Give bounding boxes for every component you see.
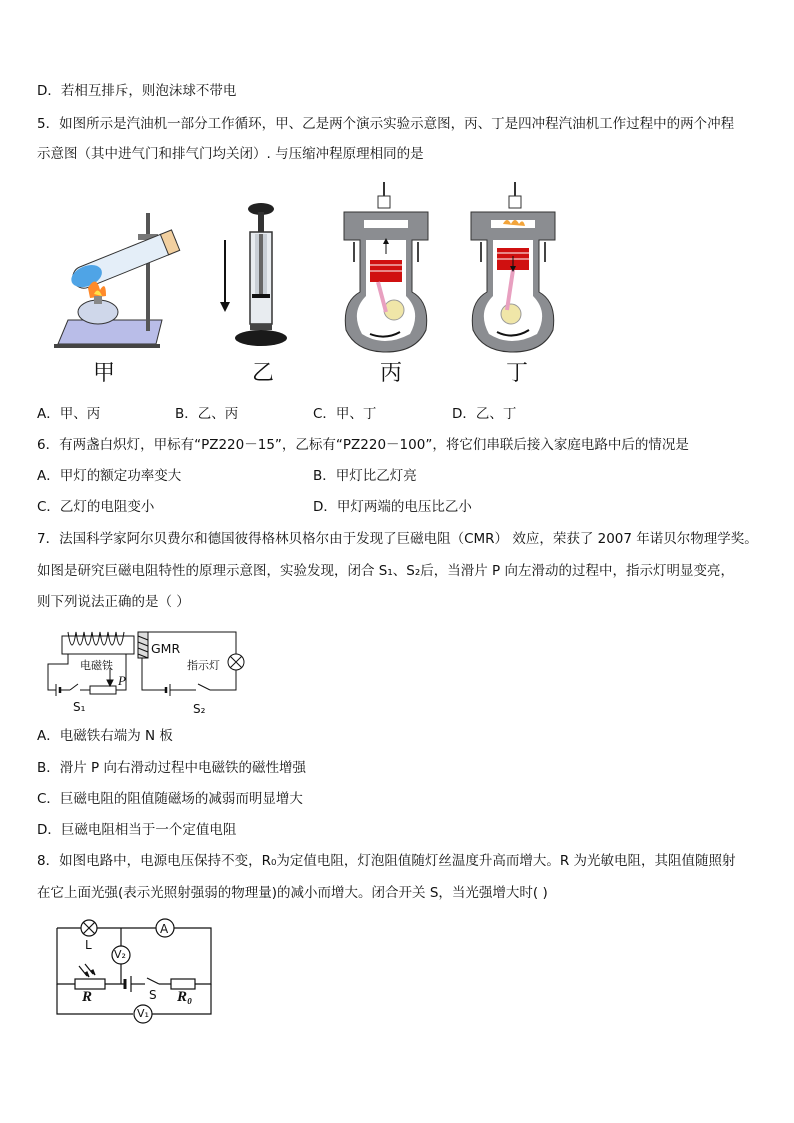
q7-option-b[interactable]: B．滑片 P 向右滑动过程中电磁铁的磁性增强 [37, 760, 306, 776]
caption-bing: 丙 [380, 361, 403, 386]
slider-p-label: P [118, 673, 126, 688]
q7-stem-line2: 如图是研究巨磁电阻特性的原理示意图，实验发现，闭合 S₁、S₂后，当滑片 P 向左滑动的过程中，指示灯明显变亮， [37, 563, 734, 579]
caption-yi: 乙 [252, 361, 275, 386]
q5-stem-line1: 5．如图所示是汽油机一部分工作循环，甲、乙是两个演示实验示意图，丙、丁是四冲程汽油机工作过程中的两个冲程 [37, 116, 735, 132]
q7-option-d[interactable]: D．巨磁电阻相当于一个定值电阻 [37, 822, 237, 838]
figure-yi-pump [215, 200, 285, 352]
q7-stem-line3: 则下列说法正确的是（ ） [37, 594, 190, 610]
caption-ding: 丁 [506, 361, 529, 386]
q7-option-a[interactable]: A．电磁铁右端为 N 板 [37, 728, 173, 744]
q5-option-a[interactable]: A．甲、丙 [37, 406, 101, 422]
figure-jia-heating [50, 208, 185, 353]
switch-s2-label: S₂ [193, 702, 206, 716]
q7-option-c[interactable]: C．巨磁电阻的阻值随磁场的减弱而明显增大 [37, 791, 303, 807]
q5-option-d[interactable]: D．乙、丁 [452, 406, 517, 422]
q8-stem-line1: 8．如图电路中，电源电压保持不变，R₀为定值电阻，灯泡阻值随灯丝温度升高而增大。R 为光敏电阻，其阻值随照射 [37, 853, 736, 869]
switch-s-label: S [149, 988, 157, 1002]
q5-option-b[interactable]: B．乙、丙 [175, 406, 239, 422]
voltmeter-v1-label: V₁ [137, 1007, 149, 1020]
q4-option-d: D．若相互排斥，则泡沫球不带电 [37, 83, 237, 99]
q8-stem-line2: 在它上面光强(表示光照射强弱的物理量)的减小而增大。闭合开关 S，当光强增大时( ) [37, 885, 548, 901]
figure-bing-engine [340, 182, 432, 352]
q5-option-c[interactable]: C．甲、丁 [313, 406, 377, 422]
figure-ding-engine [467, 182, 559, 352]
q6-option-d[interactable]: D．甲灯两端的电压比乙小 [313, 499, 472, 515]
ammeter-a-label: A [160, 922, 169, 936]
caption-jia: 甲 [93, 361, 116, 386]
photoresistor-r-label: R [82, 989, 93, 1005]
fixed-resistor-r0-label: R₀ [177, 989, 193, 1005]
electromagnet-label: 电磁铁 [80, 659, 113, 672]
gmr-label: GMR [151, 641, 181, 656]
q5-stem-line2: 示意图（其中进气门和排气门均关闭）. 与压缩冲程原理相同的是 [37, 146, 424, 162]
switch-s1-label: S₁ [73, 700, 86, 714]
indicator-lamp-label: 指示灯 [187, 659, 220, 672]
q7-stem-line1: 7．法国科学家阿尔贝费尔和德国彼得格林贝格尔由于发现了巨磁电阻（CMR） 效应，荣获了 2007 年诺贝尔物理学奖。 [37, 531, 758, 547]
lamp-l-label: L [85, 938, 92, 952]
photoresistor-circuit-diagram [55, 918, 215, 1028]
q6-option-a[interactable]: A．甲灯的额定功率变大 [37, 468, 182, 484]
q6-option-c[interactable]: C．乙灯的电阻变小 [37, 499, 155, 515]
q6-option-b[interactable]: B．甲灯比乙灯亮 [313, 468, 417, 484]
voltmeter-v2-label: V₂ [114, 948, 126, 961]
q6-stem: 6．有两盏白炽灯，甲标有“PZ220－15”，乙标有“PZ220－100”，将它们串联后接入家庭电路中后的情况是 [37, 437, 689, 453]
